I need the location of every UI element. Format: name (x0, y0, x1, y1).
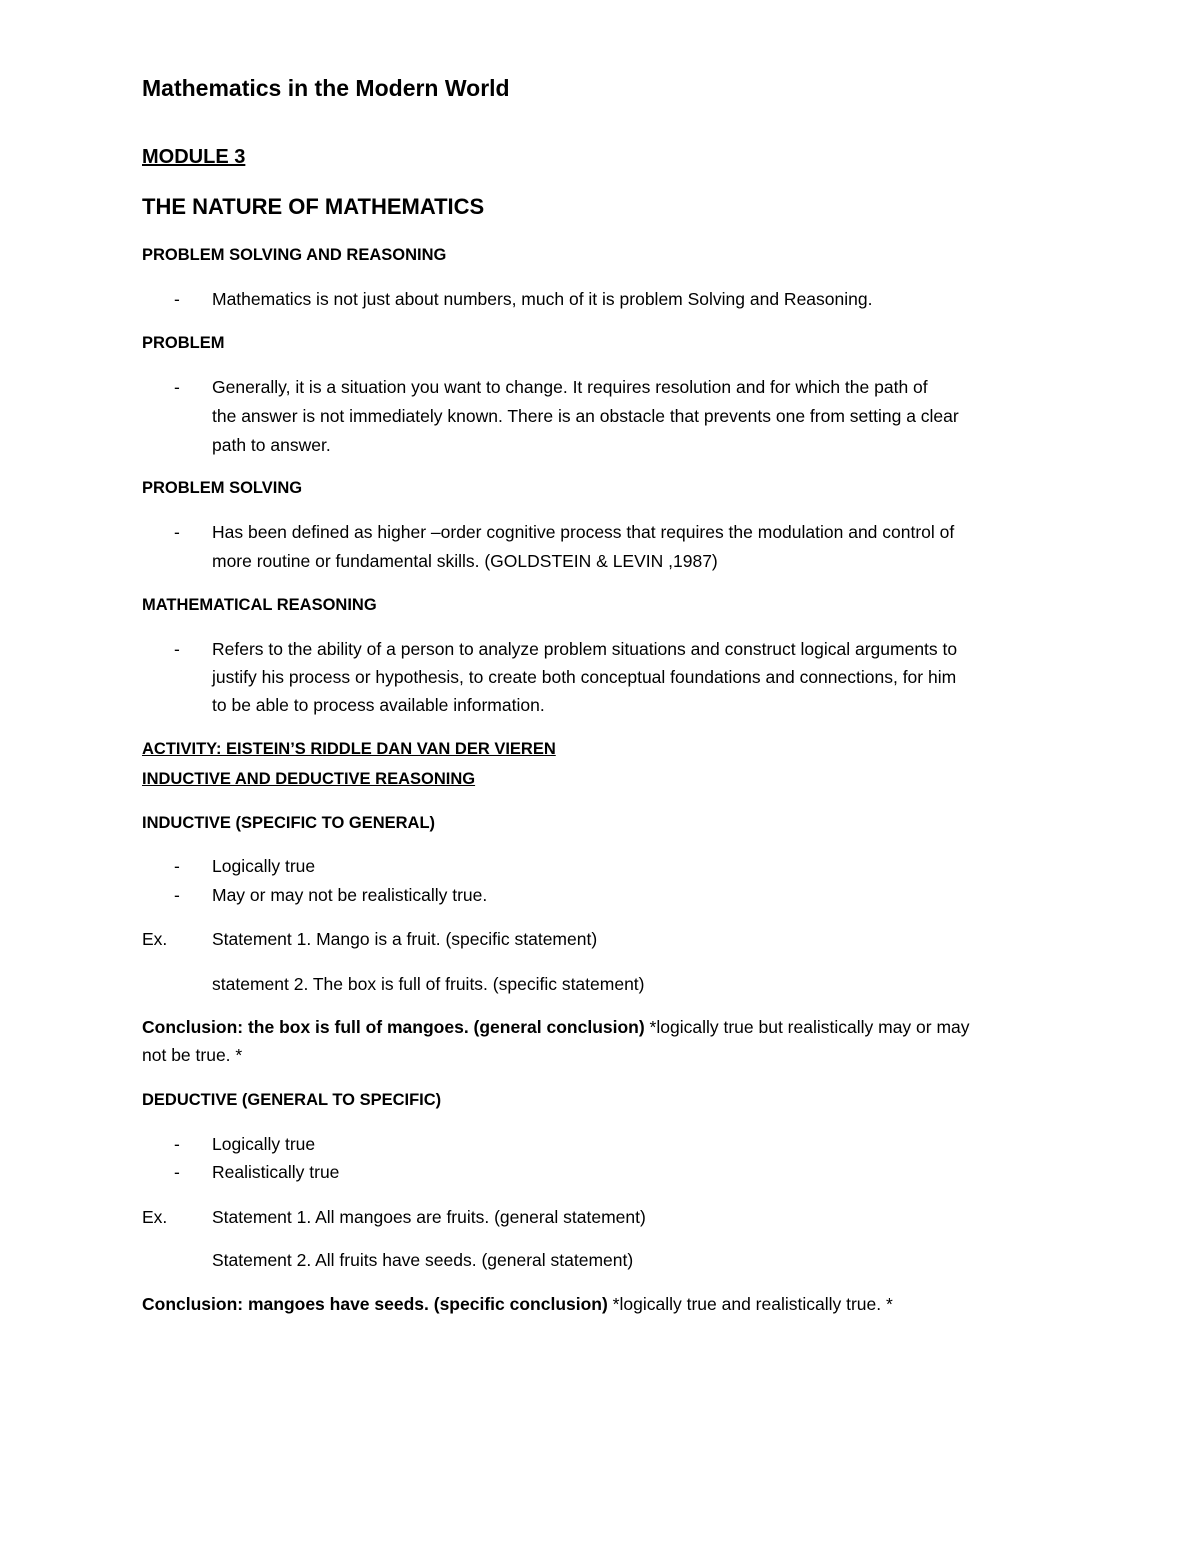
deductive-statement-1: Statement 1. All mangoes are fruits. (general statement) (212, 1207, 646, 1227)
bullet-dash: - (174, 885, 180, 905)
section-heading-problem: PROBLEM (142, 334, 225, 352)
deductive-bullet-1: Logically true (212, 1134, 316, 1154)
module-label: MODULE 3 (142, 146, 246, 168)
section-heading-deductive: DEDUCTIVE (GENERAL TO SPECIFIC) (142, 1091, 442, 1109)
inductive-conclusion-note: *logically true but realistically may or may (644, 1017, 970, 1037)
deductive-ex-label: Ex. (142, 1207, 168, 1227)
math-reasoning-text-line-2: justify his process or hypothesis, to create both conceptual foundations and connections, for him (212, 667, 957, 687)
main-heading: THE NATURE OF MATHEMATICS (142, 194, 485, 219)
bullet-dash: - (174, 856, 180, 876)
bullet-dash: - (174, 639, 180, 659)
deductive-statement-2: Statement 2. All fruits have seeds. (general statement) (212, 1250, 634, 1270)
inductive-statement-2: statement 2. The box is full of fruits. (specific statement) (212, 974, 645, 994)
deductive-conclusion (142, 1293, 893, 1315)
problem-text-line-3: path to answer. (212, 435, 331, 455)
inductive-conclusion-bold: Conclusion: the box is full of mangoes. (general conclusion) (142, 1017, 645, 1037)
problem-text-line-2: the answer is not immediately known. There is an obstacle that prevents one from setting a clear (212, 406, 959, 426)
deductive-conclusion-note: *logically true and realistically true. * (607, 1294, 893, 1314)
activity-heading: ACTIVITY: EISTEIN’S RIDDLE DAN VAN DER VIEREN (142, 740, 556, 758)
inductive-deductive-heading: INDUCTIVE AND DEDUCTIVE REASONING (142, 770, 476, 788)
deductive-conclusion-bold: Conclusion: mangoes have seeds. (specific conclusion) (142, 1294, 608, 1314)
document-title: Mathematics in the Modern World (142, 75, 510, 101)
inductive-conclusion-line-1 (142, 1016, 970, 1038)
inductive-statement-1: Statement 1. Mango is a fruit. (specific statement) (212, 929, 598, 949)
bullet-dash: - (174, 522, 180, 542)
section-heading-problem-solving: PROBLEM SOLVING (142, 479, 303, 497)
section-heading-math-reasoning: MATHEMATICAL REASONING (142, 596, 377, 614)
inductive-conclusion-line-2: not be true. * (142, 1045, 243, 1065)
math-reasoning-text-line-3: to be able to process available information. (212, 695, 545, 715)
section-heading-inductive: INDUCTIVE (SPECIFIC TO GENERAL) (142, 814, 436, 832)
deductive-bullet-2: Realistically true (212, 1162, 340, 1182)
psr-bullet-text: Mathematics is not just about numbers, much of it is problem Solving and Reasoning. (212, 289, 873, 309)
problem-solving-text-line-2: more routine or fundamental skills. (GOLDSTEIN & LEVIN ,1987) (212, 551, 718, 571)
bullet-dash: - (174, 1162, 180, 1182)
inductive-bullet-2: May or may not be realistically true. (212, 885, 488, 905)
bullet-dash: - (174, 1134, 180, 1154)
inductive-bullet-1: Logically true (212, 856, 316, 876)
bullet-dash: - (174, 289, 180, 309)
problem-solving-text-line-1: Has been defined as higher –order cognitive process that requires the modulation and control of (212, 522, 955, 542)
problem-text-line-1: Generally, it is a situation you want to change. It requires resolution and for which the path of (212, 377, 928, 397)
bullet-dash: - (174, 377, 180, 397)
section-heading-psr: PROBLEM SOLVING AND REASONING (142, 246, 447, 264)
math-reasoning-text-line-1: Refers to the ability of a person to analyze problem situations and construct logical arguments to (212, 639, 958, 659)
inductive-ex-label: Ex. (142, 929, 168, 949)
